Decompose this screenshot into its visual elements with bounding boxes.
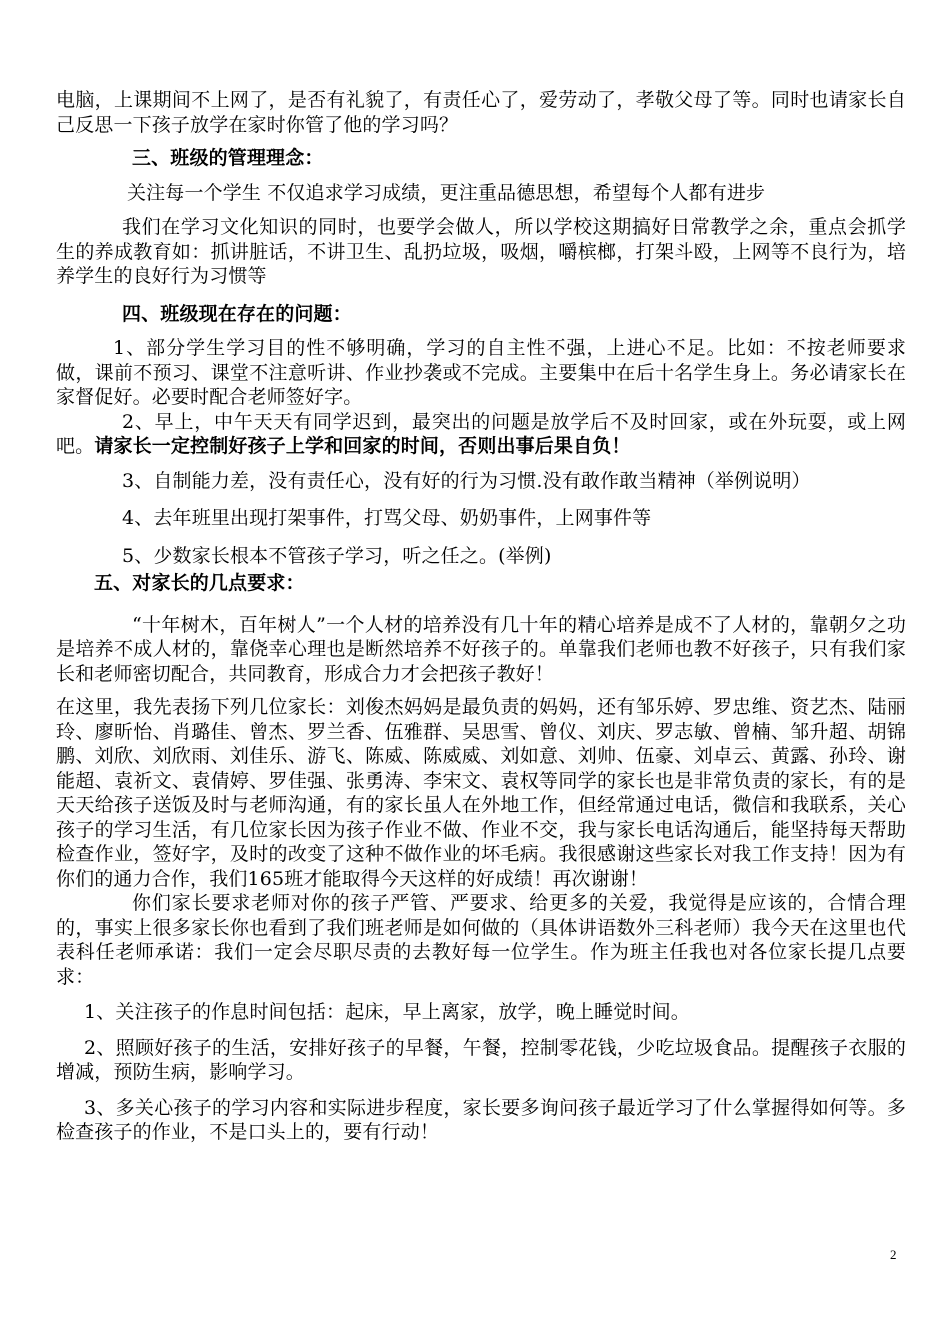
paragraph-praise-parents: 在这里，我先表扬下列几位家长：刘俊杰妈妈是最负责的妈妈，还有邹乐婷、罗忠维、资艺杰、陆丽玲、廖昕怡、肖璐佳、曾杰、罗兰香、伍雅群、吴思雪、曾仪、刘庆、罗志敏、曾楠、邹升超、胡锦鹏、刘欣、刘欣雨、刘佳乐、游飞、陈威、陈威威、刘如意、刘帅、伍豪、刘卓云、黄露、孙玲、谢能超、袁祈文、袁倩婷、罗佳强、张勇涛、李宋文、袁权等同学的家长也是非常负责的家长，有的是天天给孩子送饭及时与老师沟通，有的家长虽人在外地工作，但经常通过电话，微信和我联系，关心孩子的学习生活，有几位家长因为孩子作业不做、作业不交，我与家长电话沟通后，能坚持每天帮助检查作业，签好字，及时的改变了这种不做作业的坏毛病。我很感谢这些家长对我工作支持！因为有你们的通力合作，我们165班才能取得今天这样的好成绩！再次谢谢！ xyxy=(56,696,906,890)
requirement-item-3: 3、多关心孩子的学习内容和实际进步程度，家长要多询问孩子最近学习了什么掌握得如何等。多检查孩子的作业，不是口头上的，要有行动！ xyxy=(56,1096,906,1143)
problem-item-4: 4、去年班里出现打架事件，打骂父母、奶奶事件，上网事件等 xyxy=(122,507,652,529)
requirement-item-1: 1、关注孩子的作息时间包括：起床，早上离家，放学，晚上睡觉时间。 xyxy=(84,1001,690,1023)
paragraph-teacher-commitment: 你们家长要求老师对你的孩子严管、严要求、给更多的关爱，我觉得是应该的，合情合理的，事实上很多家长你也看到了我们班老师是如何做的（具体讲语数外三科老师）我今天在这里也代表科任老师承诺：我们一定会尽职尽责的去教好每一位学生。作为班主任我也对各位家长提几点要求： xyxy=(56,892,906,988)
problem-item-2-emphasis: 请家长一定控制好孩子上学和回家的时间，否则出事后果自负！ xyxy=(94,435,631,457)
problem-item-1: 1、部分学生学习目的性不够明确，学习的自主性不强，上进心不足。比如：不按老师要求做，课前不预习、课堂不注意听讲、作业抄袭或不完成。主要集中在后十名学生身上。务必请家长在家督促好。必要时配合老师签好字。 xyxy=(56,337,906,408)
paragraph-habit-education: 我们在学习文化知识的同时，也要学会做人，所以学校这期搞好日常教学之余，重点会抓学生的养成教育如：抓讲脏话，不讲卫生、乱扔垃圾，吸烟，嚼槟榔，打架斗殴，上网等不良行为，培养学生的良好行为习惯等 xyxy=(56,216,906,287)
problem-item-3: 3、自制能力差，没有责任心，没有好的行为习惯.没有敢作敢当精神（举例说明） xyxy=(122,469,811,492)
page-number: 2 xyxy=(890,1247,897,1262)
heading-existing-problems: 四、班级现在存在的问题： xyxy=(122,302,352,325)
problem-item-5: 5、少数家长根本不管孩子学习，听之任之。(举例) xyxy=(122,544,552,567)
document-body xyxy=(56,88,906,1145)
problem-item-2-text: 2、早上，中午天天有同学迟到，最突出的问题是放学后不及时回家，或在外玩耍，或上网吧。 xyxy=(56,410,906,457)
paragraph-continued: 电脑，上课期间不上网了，是否有礼貌了，有责任心了，爱劳动了，孝敬父母了等。同时也请家长自己反思一下孩子放学在家时你管了他的学习吗？ xyxy=(56,89,906,136)
problem-item-2 xyxy=(56,410,906,459)
paragraph-philosophy-statement: 关注每一个学生 不仅追求学习成绩，更注重品德思想，希望每个人都有进步 xyxy=(127,181,766,204)
heading-requirements-for-parents: 五、对家长的几点要求： xyxy=(94,572,305,594)
heading-class-management-philosophy: 三、班级的管理理念： xyxy=(132,147,324,169)
requirement-item-2: 2、照顾好孩子的生活，安排好孩子的早餐，午餐，控制零花钱，少吃垃圾食品。提醒孩子衣服的增减，预防生病，影响学习。 xyxy=(56,1036,906,1083)
paragraph-ten-years-trees: “十年树木，百年树人”一个人材的培养没有几十年的精心培养是成不了人材的，靠朝夕之功是培养不成人材的，靠侥幸心理也是断然培养不好孩子的。单靠我们老师也教不好孩子，只有我们家长和老师密切配合，共同教育，形成合力才会把孩子教好！ xyxy=(56,613,906,685)
